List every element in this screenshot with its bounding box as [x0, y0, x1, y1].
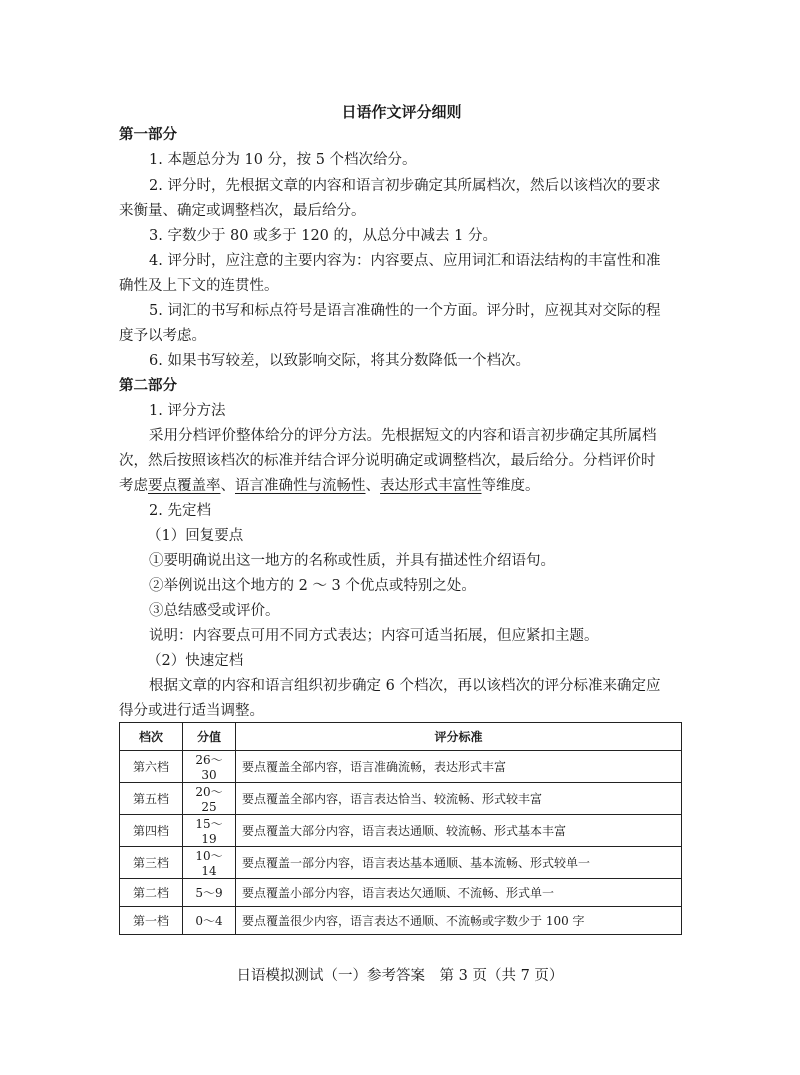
score-cell: 20～25 [183, 783, 236, 815]
grade-cell: 第一档 [120, 907, 183, 935]
method-line-2: 次，然后按照该档次的标准并结合评分说明确定或调整档次，最后给分。分档评价时 [119, 453, 656, 469]
dimensions-line [119, 476, 540, 496]
dimension-accuracy: 语言准确性与流畅性 [235, 478, 366, 494]
table-row [120, 847, 682, 879]
table-row [120, 751, 682, 783]
point-note: 说明：内容要点可用不同方式表达；内容可适当拓展，但应紧扣主题。 [149, 628, 599, 644]
grade-cell: 第五档 [120, 783, 183, 815]
grade-cell: 第六档 [120, 751, 183, 783]
score-cell: 15～19 [183, 815, 236, 847]
part2-heading: 第二部分 [119, 378, 177, 394]
document-title: 日语作文评分细则 [341, 103, 462, 121]
point-2: ②举例说出这个地方的 2 ～ 3 个优点或特别之处。 [149, 578, 476, 594]
sub1-title: （1）回复要点 [147, 528, 244, 544]
method-line-1: 采用分档评价整体给分的评分方法。先根据短文的内容和语言初步确定其所属档 [149, 428, 657, 444]
criteria-cell: 要点覆盖大部分内容，语言表达通顺、较流畅、形式基本丰富 [236, 815, 682, 847]
grade-cell: 第二档 [120, 879, 183, 907]
dimension-coverage: 要点覆盖率 [148, 478, 221, 494]
criteria-cell: 要点覆盖很少内容，语言表达不通顺、不流畅或字数少于 100 字 [236, 907, 682, 935]
part1-line-1: 1. 本题总分为 10 分，按 5 个档次给分。 [149, 152, 417, 168]
dimensions-prefix: 考虑 [119, 478, 148, 494]
header-score: 分值 [183, 723, 236, 751]
criteria-cell: 要点覆盖小部分内容，语言表达欠通顺、不流畅、形式单一 [236, 879, 682, 907]
header-criteria: 评分标准 [236, 723, 682, 751]
dimensions-sep-1: 、 [220, 478, 235, 494]
quick-line-1: 根据文章的内容和语言组织初步确定 6 个档次，再以该档次的评分标准来确定应 [149, 678, 661, 694]
method-title: 1. 评分方法 [149, 403, 226, 419]
table-row [120, 815, 682, 847]
point-3: ③总结感受或评价。 [149, 603, 280, 619]
part1-line-6: 确性及上下文的连贯性。 [119, 278, 279, 294]
part1-line-7: 5. 词汇的书写和标点符号是语言准确性的一个方面。评分时，应视其对交际的程 [149, 303, 661, 319]
score-cell: 26～30 [183, 751, 236, 783]
dimension-richness: 表达形式丰富性 [380, 478, 482, 494]
part1-heading: 第一部分 [119, 127, 177, 143]
dimensions-suffix: 等维度。 [481, 478, 540, 494]
score-cell: 10～14 [183, 847, 236, 879]
score-cell: 0～4 [183, 907, 236, 935]
dimensions-sep-2: 、 [365, 478, 380, 494]
criteria-cell: 要点覆盖全部内容，语言表达恰当、较流畅、形式较丰富 [236, 783, 682, 815]
sub2-title: （2）快速定档 [147, 653, 244, 669]
point-1: ①要明确说出这一地方的名称或性质，并具有描述性介绍语句。 [149, 553, 555, 569]
table-row [120, 783, 682, 815]
score-cell: 5～9 [183, 879, 236, 907]
part1-line-5: 4. 评分时，应注意的主要内容为：内容要点、应用词汇和语法结构的丰富性和准 [149, 253, 661, 269]
criteria-cell: 要点覆盖全部内容，语言准确流畅，表达形式丰富 [236, 751, 682, 783]
part1-line-3: 来衡量、确定或调整档次，最后给分。 [119, 203, 366, 219]
header-grade: 档次 [120, 723, 183, 751]
grade-cell: 第三档 [120, 847, 183, 879]
page-footer: 日语模拟测试（一）参考答案 第 3 页（共 7 页） [236, 968, 564, 984]
table-header-row [120, 723, 682, 751]
scoring-table [119, 722, 682, 935]
part1-line-9: 6. 如果书写较差，以致影响交际，将其分数降低一个档次。 [149, 353, 530, 369]
part1-line-4: 3. 字数少于 80 或多于 120 的，从总分中减去 1 分。 [149, 228, 497, 244]
part1-line-2: 2. 评分时，先根据文章的内容和语言初步确定其所属档次，然后以该档次的要求 [149, 178, 661, 194]
criteria-cell: 要点覆盖一部分内容，语言表达基本通顺、基本流畅、形式较单一 [236, 847, 682, 879]
part1-line-8: 度予以考虑。 [119, 328, 206, 344]
grade-title: 2. 先定档 [149, 503, 211, 519]
grade-cell: 第四档 [120, 815, 183, 847]
quick-line-2: 得分或进行适当调整。 [119, 703, 264, 719]
table-row [120, 907, 682, 935]
table-row [120, 879, 682, 907]
